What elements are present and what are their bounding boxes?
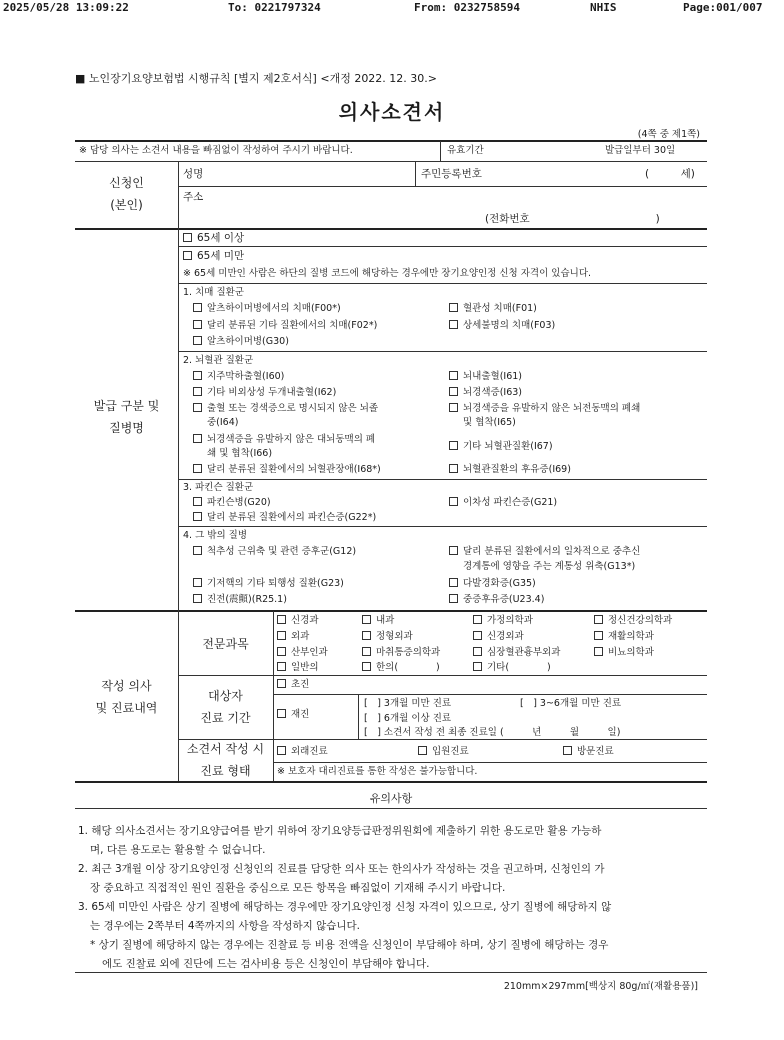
checkbox[interactable] [449, 303, 458, 312]
checkbox[interactable] [277, 631, 286, 640]
period-label: 대상자 [208, 689, 243, 703]
disease-option[interactable]: 혈관성 치매(F01) [449, 302, 537, 316]
disease-option-cont: 및 협착(I65) [463, 417, 516, 428]
dept-option[interactable]: 심장혈관흉부외과 [473, 646, 560, 660]
checkbox[interactable] [193, 336, 202, 345]
note-line: 장 중요하고 직접적인 원인 질환을 중심으로 모든 항목을 빠짐없이 기재해 주시기 바랍니다. [90, 882, 506, 894]
checkbox[interactable] [473, 647, 482, 656]
note-line: 2. 최근 3개월 이상 장기요양인정 신청인의 진료를 담당한 의사 또는 한의사가 작성하는 것을 권고하며, 신청인의 가 [78, 863, 605, 875]
disease-option[interactable]: 파킨슨병(G20) [193, 496, 271, 510]
checkbox[interactable] [449, 578, 458, 587]
checkbox[interactable] [193, 594, 202, 603]
age65-under-option[interactable]: 65세 미만 [183, 249, 244, 263]
disease-option[interactable]: 출혈 또는 경색증으로 명시되지 않은 뇌졸 [193, 402, 378, 416]
disease-option[interactable]: 뇌경색증을 유발하지 않은 뇌전동맥의 폐쇄 [449, 402, 640, 416]
checkbox[interactable] [449, 594, 458, 603]
doctor-sublabel: 및 진료내역 [95, 701, 158, 715]
disease-option[interactable]: 기저핵의 기타 퇴행성 질환(G23) [193, 577, 344, 591]
checkbox[interactable] [193, 512, 202, 521]
checkbox[interactable] [193, 497, 202, 506]
disease-option[interactable]: 중증후유증(U23.4) [449, 593, 544, 607]
age-field[interactable]: ( 세) [645, 168, 695, 180]
checkbox[interactable] [193, 303, 202, 312]
checkbox[interactable] [362, 615, 371, 624]
checkbox[interactable] [362, 647, 371, 656]
checkbox[interactable] [449, 320, 458, 329]
period-sublabel: 진료 기간 [200, 711, 251, 725]
address-label: 주소 [183, 191, 204, 203]
dept-option[interactable]: 마취통증의학과 [362, 646, 440, 660]
checkbox[interactable] [193, 320, 202, 329]
validity-value: 발급일부터 30일 [605, 145, 676, 156]
notes-title: 유의사항 [369, 792, 413, 805]
checkbox[interactable] [193, 546, 202, 555]
note-line: 에도 진찰료 외에 진단에 드는 검사비용 등은 신청인이 부담해야 합니다. [102, 958, 430, 970]
dept-option[interactable]: 비뇨의학과 [594, 646, 654, 660]
checkbox[interactable] [473, 662, 482, 671]
name-label: 성명 [183, 168, 204, 180]
note-line: 3. 65세 미만인 사람은 상기 질병에 해당하는 경우에만 장기요양인정 신청 자격이 있으므로, 상기 질병에 해당하지 않 [78, 901, 612, 913]
checkbox[interactable] [193, 371, 202, 380]
form-type-sublabel: 진료 형태 [200, 764, 251, 778]
phone-field[interactable]: (전화번호 ) [485, 213, 660, 225]
validity-label: 유효기간 [447, 145, 484, 156]
disease-option[interactable]: 알츠하이머병에서의 치매(F00*) [193, 302, 341, 316]
disease-option[interactable]: 기타 비외상성 두개내출혈(I62) [193, 386, 336, 400]
checkbox[interactable] [449, 546, 458, 555]
dept-option[interactable]: 산부인과 [277, 646, 328, 660]
dementia-group-title: 1. 치매 질환군 [183, 287, 244, 298]
checkbox[interactable] [193, 434, 202, 443]
dept-label: 전문과목 [202, 637, 249, 651]
fax-datetime: 2025/05/28 13:09:22 [3, 1, 129, 14]
checkbox[interactable] [594, 631, 603, 640]
disease-option[interactable]: 뇌경색증(I63) [449, 386, 522, 400]
disease-option[interactable]: 달리 분류된 질환에서의 파킨슨증(G22*) [193, 511, 376, 525]
note-line: 는 경우에는 2쪽부터 4쪽까지의 사항을 작성하지 않습니다. [90, 920, 361, 932]
checkbox[interactable] [277, 709, 286, 718]
disease-option[interactable]: 뇌내출혈(I61) [449, 370, 522, 384]
checkbox[interactable] [594, 647, 603, 656]
checkbox[interactable] [183, 233, 192, 242]
checkbox[interactable] [449, 403, 458, 412]
fax-to: To: 0221797324 [228, 1, 321, 14]
disease-option[interactable]: 지주막하출혈(I60) [193, 370, 284, 384]
period-option[interactable]: [ ] 소견서 작성 전 최종 진료일 ( 년 월 일) [364, 727, 621, 738]
note-line: 1. 해당 의사소견서는 장기요양급여를 받기 위하여 장기요양등급판정위원회에 제출하기 위한 용도로만 활용 가능하 [78, 825, 602, 837]
legal-reference: ■ 노인장기요양보험법 시행규칙 [별지 제2호서식] <개정 2022. 12. 30.> [75, 72, 438, 85]
revisit-option[interactable]: 재진 [277, 708, 309, 722]
page-title: 의사소견서 [338, 100, 446, 124]
form-type-option[interactable]: 방문진료 [563, 745, 614, 759]
other-group-title: 4. 그 밖의 질병 [183, 530, 248, 541]
checkbox[interactable] [183, 251, 192, 260]
page-count: (4쪽 중 제1쪽) [637, 129, 700, 140]
issuance-sublabel: 질병명 [109, 421, 144, 435]
period-option[interactable]: [ ] 3개월 미만 진료 [364, 698, 452, 709]
disease-option[interactable]: 상세불명의 치매(F03) [449, 319, 555, 333]
fax-from: From: 0232758594 [414, 1, 520, 14]
checkbox[interactable] [449, 464, 458, 473]
dept-option[interactable]: 재활의학과 [594, 630, 654, 644]
paper-spec: 210mm×297mm[백상지 80g/㎡(재활용품)] [503, 981, 698, 992]
disease-option[interactable]: 이차성 파킨슨증(G21) [449, 496, 557, 510]
age-note: ※ 65세 미만인 사람은 하단의 질병 코드에 해당하는 경우에만 장기요양인정 신청 자격이 있습니다. [183, 268, 592, 279]
cerebro-group-title: 2. 뇌혈관 질환군 [183, 355, 254, 366]
checkbox[interactable] [563, 746, 572, 755]
dept-option[interactable]: 신경외과 [473, 630, 524, 644]
checkbox[interactable] [449, 387, 458, 396]
parkinson-group-title: 3. 파킨슨 질환군 [183, 482, 254, 493]
checkbox[interactable] [594, 615, 603, 624]
disease-option[interactable]: 기타 뇌혈관질환(I67) [449, 440, 553, 454]
form-type-note: ※ 보호자 대리진료를 통한 작성은 불가능합니다. [277, 766, 478, 777]
dept-option[interactable]: 기타( ) [473, 661, 551, 675]
note-line: 며, 다른 용도로는 활용할 수 없습니다. [90, 844, 266, 856]
notes-list [78, 822, 708, 974]
disease-option[interactable]: 뇌경색증을 유발하지 않은 대뇌동맥의 폐 [193, 433, 375, 447]
disease-option[interactable]: 달리 분류된 기타 질환에서의 치매(F02*) [193, 319, 377, 333]
checkbox[interactable] [193, 578, 202, 587]
checkbox[interactable] [473, 631, 482, 640]
age65-over-option[interactable]: 65세 이상 [183, 231, 244, 245]
checkbox[interactable] [193, 403, 202, 412]
rrn-label: 주민등록번호 [421, 168, 482, 180]
disease-option-cont: 중(I64) [207, 417, 239, 428]
fax-org: NHIS [590, 1, 617, 14]
form-type-option[interactable]: 입원진료 [418, 745, 469, 759]
disease-option[interactable]: 달리 분류된 질환에서의 일차적으로 중추신 [449, 545, 640, 559]
period-option[interactable]: [ ] 3~6개월 미만 진료 [520, 698, 622, 709]
disease-option[interactable]: 달리 분류된 질환에서의 뇌혈관장애(I68*) [193, 463, 381, 477]
checkbox[interactable] [193, 387, 202, 396]
first-visit-option[interactable]: 초진 [277, 678, 309, 692]
checkbox[interactable] [418, 746, 427, 755]
disease-option[interactable]: 다발경화증(G35) [449, 577, 536, 591]
checkbox[interactable] [362, 631, 371, 640]
dept-option[interactable]: 신경과 [277, 614, 319, 628]
dept-option[interactable]: 정신건강의학과 [594, 614, 672, 628]
form-table [75, 140, 707, 783]
checkbox[interactable] [277, 679, 286, 688]
checkbox[interactable] [473, 615, 482, 624]
applicant-label: 신청인 [109, 176, 144, 190]
dept-option[interactable]: 일반의 [277, 661, 319, 675]
instruction-text: ※ 담당 의사는 소견서 내용을 빠짐없이 작성하여 주시기 바랍니다. [79, 145, 353, 156]
disease-option[interactable]: 척추성 근위축 및 관련 증후군(G12) [193, 545, 356, 559]
disease-option[interactable]: 뇌혈관질환의 후유증(I69) [449, 463, 571, 477]
dept-option[interactable]: 한의( ) [362, 661, 440, 675]
checkbox[interactable] [449, 441, 458, 450]
checkbox[interactable] [449, 497, 458, 506]
dept-option[interactable]: 내과 [362, 614, 394, 628]
doctor-label: 작성 의사 [101, 679, 152, 693]
checkbox[interactable] [277, 662, 286, 671]
dept-option[interactable]: 가정의학과 [473, 614, 533, 628]
disease-option-cont: 쇄 및 협착(I66) [207, 448, 273, 459]
checkbox[interactable] [449, 371, 458, 380]
checkbox[interactable] [277, 647, 286, 656]
form-type-option[interactable]: 외래진료 [277, 745, 328, 759]
disease-option-cont: 경계통에 영향을 주는 계통성 위축(G13*) [463, 561, 636, 572]
dept-option[interactable]: 정형외과 [362, 630, 413, 644]
fax-page: Page:001/007 [683, 1, 763, 14]
issuance-label: 발급 구분 및 [93, 399, 160, 413]
checkbox[interactable] [193, 464, 202, 473]
checkbox[interactable] [362, 662, 371, 671]
checkbox[interactable] [277, 746, 286, 755]
checkbox[interactable] [277, 615, 286, 624]
disease-option[interactable]: 진전(震顫)(R25.1) [193, 593, 287, 607]
applicant-sublabel: (본인) [110, 198, 143, 212]
note-line: * 상기 질병에 해당하지 않는 경우에는 진찰료 등 비용 전액을 신청인이 부담해야 하며, 상기 질병에 해당하는 경우 [90, 939, 609, 951]
fax-header [0, 0, 784, 16]
dept-option[interactable]: 외과 [277, 630, 309, 644]
form-type-label: 소견서 작성 시 [186, 742, 265, 756]
disease-option[interactable]: 알츠하이머병(G30) [193, 335, 289, 349]
period-option[interactable]: [ ] 6개월 이상 진료 [364, 713, 452, 724]
